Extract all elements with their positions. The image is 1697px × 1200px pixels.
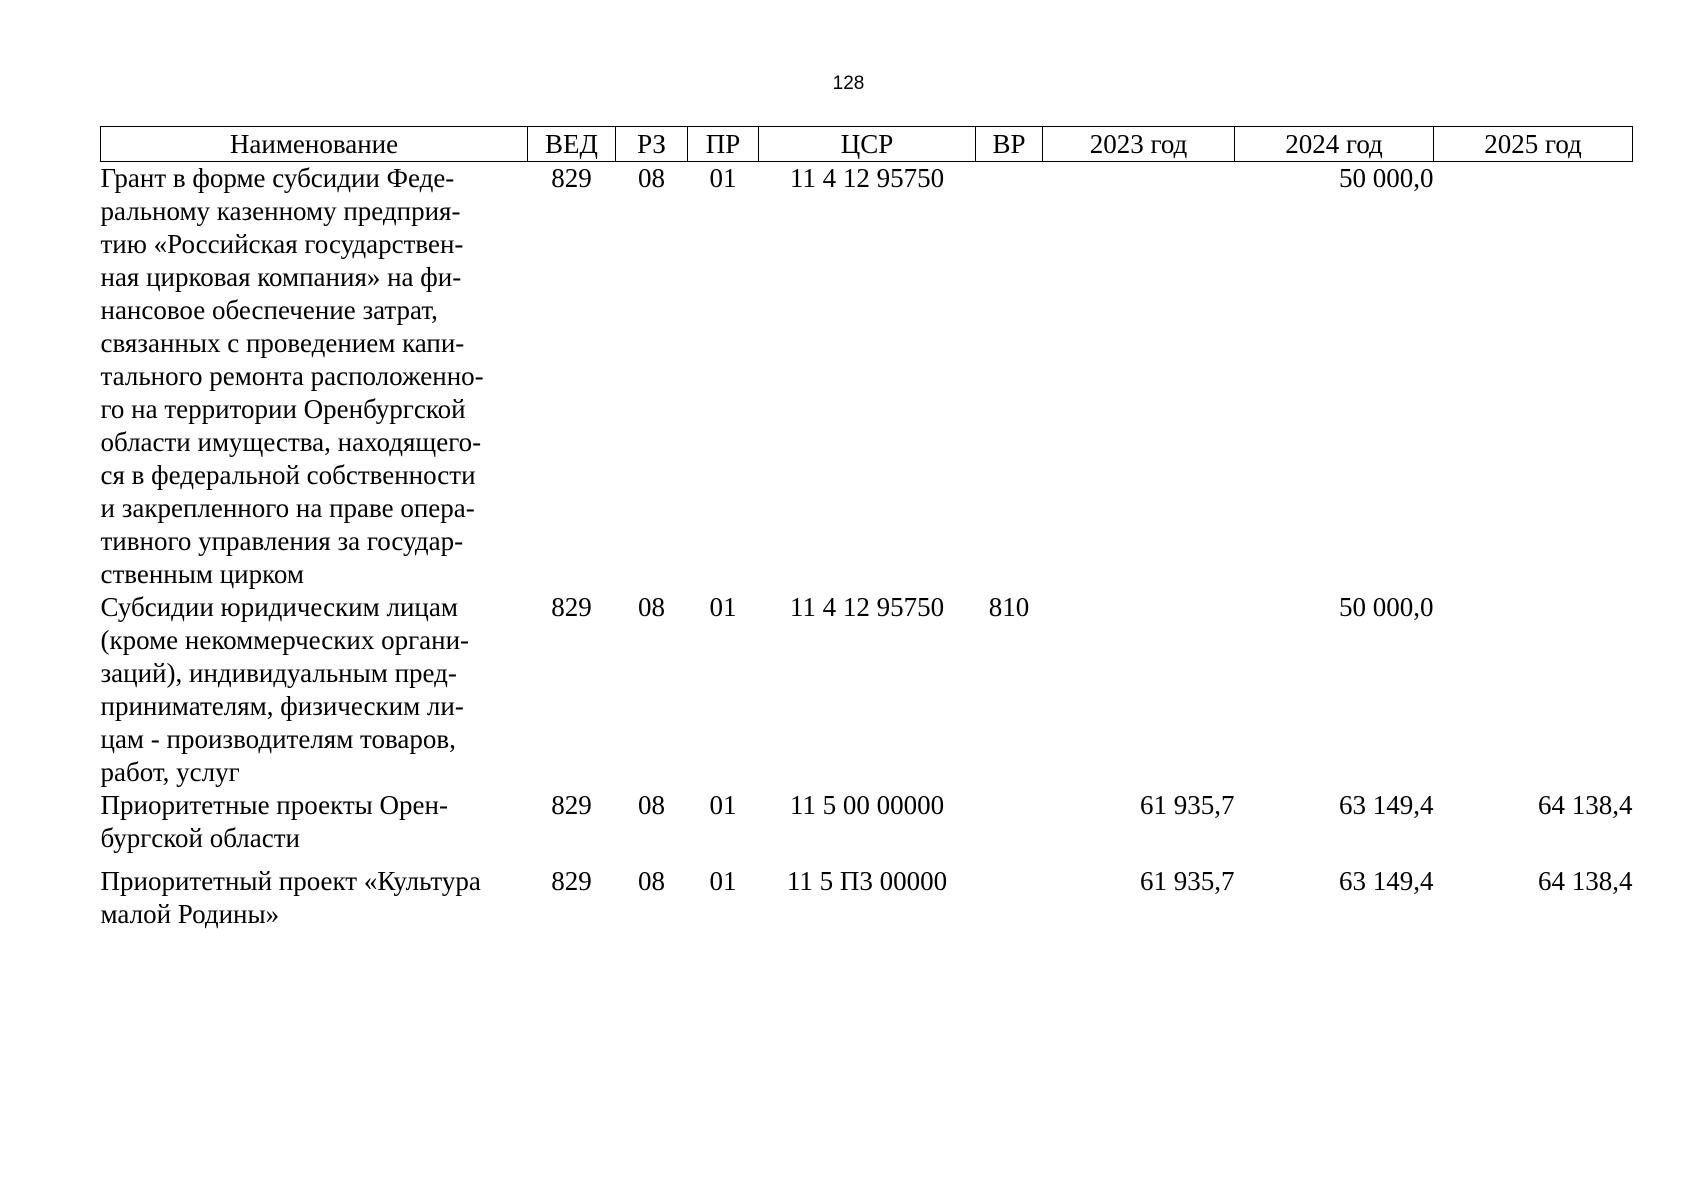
- row-name: [101, 162, 528, 592]
- header-rz: РЗ: [616, 127, 688, 162]
- cell-2023: [1043, 162, 1235, 592]
- cell-2024: 63 149,4: [1339, 866, 1434, 896]
- cell-pr: 01: [709, 163, 737, 193]
- cell-rz: 08: [638, 790, 665, 820]
- budget-table: [100, 126, 1633, 931]
- cell-vr: [976, 162, 1043, 592]
- cell-ved: 829: [551, 866, 592, 896]
- table-row: [101, 591, 1633, 789]
- cell-pr: 01: [709, 790, 737, 820]
- table-row: [101, 162, 1633, 592]
- name-line: тию «Российская государствен-: [100, 229, 464, 259]
- name-line: Грант в форме субсидии Феде-: [100, 163, 455, 193]
- name-line: го на территории Оренбургской: [100, 394, 466, 424]
- name-line: (кроме некоммерческих органи-: [100, 625, 470, 655]
- name-line: тального ремонта расположенно-: [100, 361, 484, 391]
- cell-2025: [1434, 162, 1633, 592]
- cell-2023: [1043, 591, 1235, 789]
- name-line: ральному казенному предприя-: [100, 196, 461, 226]
- name-line: принимателям, физическим ли-: [100, 691, 464, 721]
- header-ved: ВЕД: [528, 127, 616, 162]
- cell-ved: 829: [551, 592, 592, 622]
- cell-vr: [976, 865, 1043, 931]
- name-line: бургской области: [100, 823, 300, 853]
- name-line: области имущества, находящего-: [100, 427, 482, 457]
- cell-2024: 63 149,4: [1339, 790, 1434, 820]
- name-line: цам - производителям товаров,: [100, 724, 456, 754]
- cell-ved: 829: [551, 163, 592, 193]
- name-line: нансовое обеспечение затрат,: [100, 295, 438, 325]
- cell-ved: 829: [551, 790, 592, 820]
- name-line: малой Родины»: [100, 899, 280, 929]
- name-line: ся в федеральной собственности: [100, 460, 476, 490]
- header-2023: 2023 год: [1043, 127, 1235, 162]
- cell-2025: 64 138,4: [1538, 790, 1633, 820]
- table-row: [101, 789, 1633, 855]
- cell-csr: 11 5 00 00000: [789, 790, 945, 820]
- cell-vr: [976, 789, 1043, 855]
- row-name: [101, 789, 528, 855]
- row-name: [101, 591, 528, 789]
- cell-csr: 11 4 12 95750: [789, 592, 945, 622]
- name-line: ственным цирком: [100, 559, 304, 589]
- header-csr: ЦСР: [759, 127, 976, 162]
- name-line: и закрепленного на праве опера-: [100, 493, 475, 523]
- cell-rz: 08: [638, 592, 665, 622]
- cell-2024: 50 000,0: [1339, 163, 1434, 193]
- cell-pr: 01: [709, 866, 737, 896]
- header-pr: ПР: [688, 127, 759, 162]
- row-spacer: [101, 855, 1633, 865]
- cell-rz: 08: [638, 163, 665, 193]
- page-number: 128: [832, 73, 865, 94]
- name-line: тивного управления за государ-: [100, 526, 464, 556]
- row-name: [101, 865, 528, 931]
- name-line: Субсидии юридическим лицам: [100, 592, 458, 622]
- cell-2025: 64 138,4: [1538, 866, 1633, 896]
- header-2024: 2024 год: [1235, 127, 1434, 162]
- cell-2023: 61 935,7: [1140, 790, 1235, 820]
- table-row: [101, 865, 1633, 931]
- header-2025: 2025 год: [1434, 127, 1633, 162]
- cell-2025: [1434, 591, 1633, 789]
- header-vr: ВР: [976, 127, 1043, 162]
- cell-pr: 01: [709, 592, 737, 622]
- table-header-row: [101, 127, 1633, 162]
- cell-2024: 50 000,0: [1339, 592, 1434, 622]
- name-line: ная цирковая компания» на фи-: [100, 262, 462, 292]
- cell-rz: 08: [638, 866, 665, 896]
- cell-csr: 11 4 12 95750: [789, 163, 945, 193]
- cell-csr: 11 5 П3 00000: [786, 866, 948, 896]
- name-line: Приоритетный проект «Культура: [100, 866, 481, 896]
- name-line: Приоритетные проекты Орен-: [100, 790, 448, 820]
- header-name: Наименование: [101, 127, 528, 162]
- name-line: заций), индивидуальным пред-: [100, 658, 457, 688]
- cell-vr: 810: [988, 592, 1030, 622]
- name-line: работ, услуг: [100, 757, 240, 787]
- cell-2023: 61 935,7: [1140, 866, 1235, 896]
- name-line: связанных с проведением капи-: [100, 328, 465, 358]
